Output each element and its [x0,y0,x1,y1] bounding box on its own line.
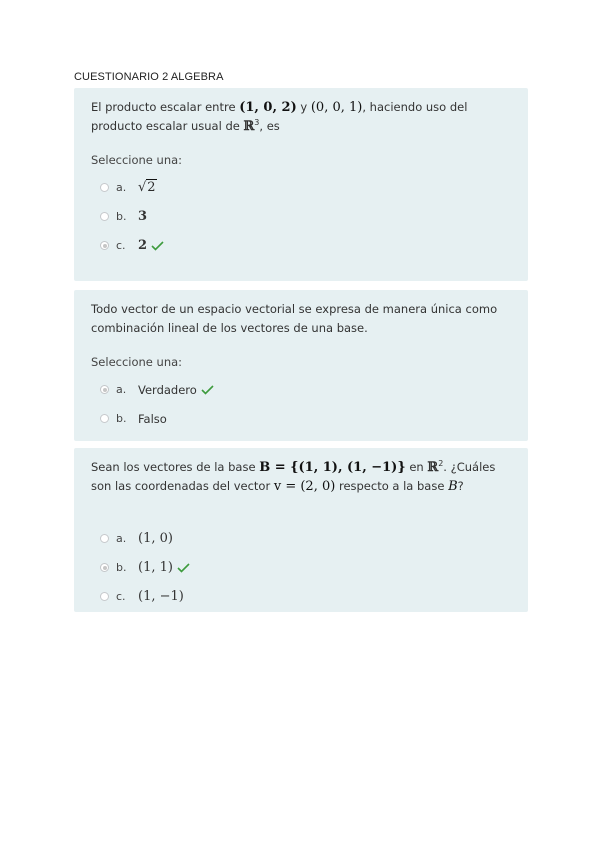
question-3-text: Sean los vectores de la base B = {(1, 1), (1, −1)} en ℝ$^2$. ¿Cuáles son las coordenadas del vector v = (2, 0) respecto a la base B? [91,459,496,494]
option-b[interactable]: b. 3 [91,202,510,231]
vector-2: (0, 0, 1) [310,100,363,115]
option-c[interactable]: c. (1, −1) [91,582,510,611]
base-variable: B [448,479,458,494]
option-b[interactable]: b. Falso [91,404,510,433]
option-a-value: √2 [138,180,156,195]
basis-set: B = {(1, 1), (1, −1)} [259,460,406,475]
question-2-card [74,290,528,441]
radio-option-a[interactable] [100,183,109,192]
option-a[interactable]: a. √2 [91,173,510,202]
document-title: CUESTIONARIO 2 ALGEBRA [74,71,224,83]
option-a[interactable]: a. Verdadero [91,375,510,404]
select-prompt: Seleccione una: [91,355,183,369]
vector-1: (1, 0, 2) [239,100,297,115]
vector-v: v = (2, 0) [273,479,336,494]
question-1-card [74,88,528,281]
option-b-value: Falso [138,411,167,426]
option-a-value: Verdadero [138,382,197,397]
check-icon [177,563,190,573]
question-2-text: Todo vector de un espacio vectorial se expresa de manera única como combinación lineal de los vectores de una base. [91,302,498,335]
radio-option-c[interactable] [100,592,109,601]
select-prompt: Seleccione una: [91,153,183,167]
check-icon [201,385,214,395]
option-a-value: (1, 0) [138,531,173,546]
option-c-value: 2 [138,238,148,253]
radio-option-b[interactable] [100,212,109,221]
real-space-symbol: ℝ [427,460,439,475]
option-b-value: 3 [138,209,148,224]
option-b[interactable]: b. (1, 1) [91,553,510,582]
option-b-value: (1, 1) [138,560,173,575]
question-3-card [74,448,528,612]
radio-option-b[interactable] [100,414,109,423]
option-a[interactable]: a. (1, 0) [91,524,510,553]
radio-option-a[interactable] [100,534,109,543]
option-c[interactable]: c. 2 [91,231,510,260]
question-1-text: El producto escalar entre (1, 0, 2) y (0, 0, 1), haciendo uso del producto escalar usual de ℝ$^3$, es [91,100,468,134]
real-space-symbol: ℝ [243,119,255,134]
radio-option-c-selected[interactable] [100,241,109,250]
check-icon [151,241,164,251]
radio-option-b-selected[interactable] [100,563,109,572]
option-c-value: (1, −1) [138,589,184,604]
radio-option-a-selected[interactable] [100,385,109,394]
